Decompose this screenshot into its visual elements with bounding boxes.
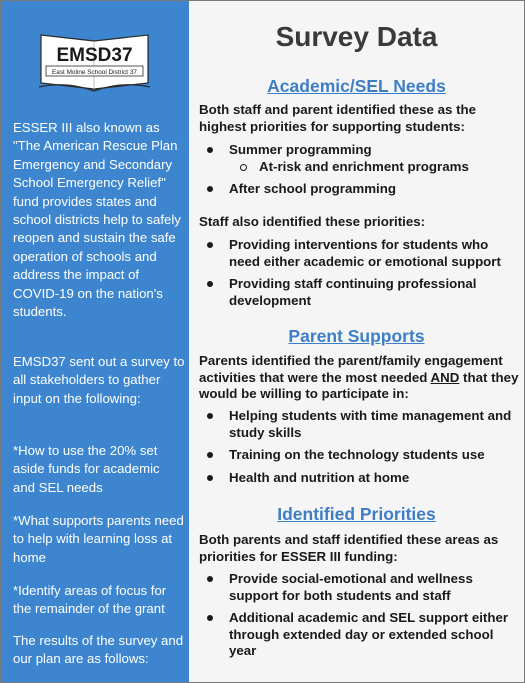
list-item-text: Summer programming [229, 142, 372, 157]
book-logo-icon [37, 31, 152, 93]
list-item-text: Providing interventions for students who need either academic or emotional support [229, 237, 501, 269]
parent-intro-part: Parents identified the parent/family engagement activities that were the most needed [199, 353, 503, 385]
list-item [199, 142, 521, 159]
list-item-text: Helping students with time management and study skills [229, 408, 512, 440]
priorities-list-2 [199, 610, 521, 660]
bullet-icon [207, 576, 213, 582]
list-item [199, 571, 521, 604]
survey-topic-3 [13, 582, 185, 619]
list-item-text: Training on the technology students use [229, 447, 485, 462]
staff-list-2 [199, 276, 521, 309]
sidebar [1, 1, 189, 682]
list-item-text: Providing staff continuing professional development [229, 276, 477, 308]
academic-heading: Academic/SEL Needs [267, 76, 446, 96]
academic-intro [199, 102, 521, 135]
list-item [199, 181, 521, 198]
closing-note [13, 632, 185, 669]
priorities-intro [199, 532, 521, 565]
survey-topic-1 [13, 442, 185, 497]
survey-topic-2-text: *What supports parents need to help with learning loss at home [13, 513, 184, 565]
parent-intro-part: that they would be willing to participate in: [199, 369, 519, 401]
parent-intro-text [199, 353, 521, 403]
list-item-text: Additional academic and SEL support either through extended day or extended school year [229, 610, 509, 658]
staff-intro [199, 214, 521, 231]
list-item [199, 276, 521, 309]
list-item [199, 447, 521, 464]
bullet-icon [207, 281, 213, 287]
list-item-text: Health and nutrition at home [229, 470, 410, 485]
priorities-heading: Identified Priorities [277, 504, 436, 524]
parent-intro-emphasis: AND [430, 369, 460, 385]
bullet-icon [207, 452, 213, 458]
survey-topic-2 [13, 512, 185, 567]
bullet-icon [207, 615, 213, 621]
list-item [199, 237, 521, 270]
list-item [199, 408, 521, 441]
priorities-intro-text: Both parents and staff identified these areas as priorities for ESSER III funding: [199, 532, 499, 564]
academic-list-2 [199, 181, 521, 198]
logo-name: EMSD37 [56, 45, 133, 66]
survey-topic-1-text: *How to use the 20% set aside funds for academic and SEL needs [13, 443, 160, 495]
survey-topic-3-text: *Identify areas of focus for the remainder of the grant [13, 583, 167, 617]
staff-list [199, 237, 521, 270]
bullet-icon [207, 147, 213, 153]
page-title: Survey Data [275, 21, 438, 52]
priorities-list [199, 571, 521, 604]
bullet-icon [207, 186, 213, 192]
closing-note-text: The results of the survey and our plan are as follows: [13, 633, 184, 667]
sub-list-item [199, 159, 521, 176]
survey-intro-text: EMSD37 sent out a survey to all stakeholders to gather input on the following: [13, 354, 185, 406]
list-item-text: After school programming [229, 181, 396, 196]
district-logo [37, 31, 152, 93]
list-item-text: Provide social-emotional and wellness support for both students and staff [229, 571, 473, 603]
parent-list-2 [199, 447, 521, 464]
survey-intro [13, 353, 185, 408]
parent-intro [199, 353, 521, 403]
main-content [189, 1, 524, 682]
parent-list-3 [199, 470, 521, 487]
staff-intro-text: Staff also identified these priorities: [199, 214, 426, 229]
list-item [199, 470, 521, 487]
list-item-text: At-risk and enrichment programs [259, 158, 469, 174]
bullet-icon [207, 475, 213, 481]
bullet-icon [207, 413, 213, 419]
parent-heading: Parent Supports [288, 326, 425, 346]
academic-list [199, 142, 521, 175]
esser-intro [13, 119, 185, 321]
hollow-bullet-icon [240, 164, 247, 171]
logo-tagline: East Moline School District 37 [52, 69, 137, 76]
esser-intro-text: ESSER III also known as "The American Rescue Plan Emergency and Secondary School Emergency Relief" fund provides states and school districts help to safely reopen and sustain the safe operation of schools and address the impact of COVID-19 on the nation's students. [13, 120, 181, 320]
list-item [199, 610, 521, 660]
bullet-icon [207, 242, 213, 248]
academic-intro-text: Both staff and parent identified these as the highest priorities for supporting students: [199, 102, 477, 134]
parent-list [199, 408, 521, 441]
